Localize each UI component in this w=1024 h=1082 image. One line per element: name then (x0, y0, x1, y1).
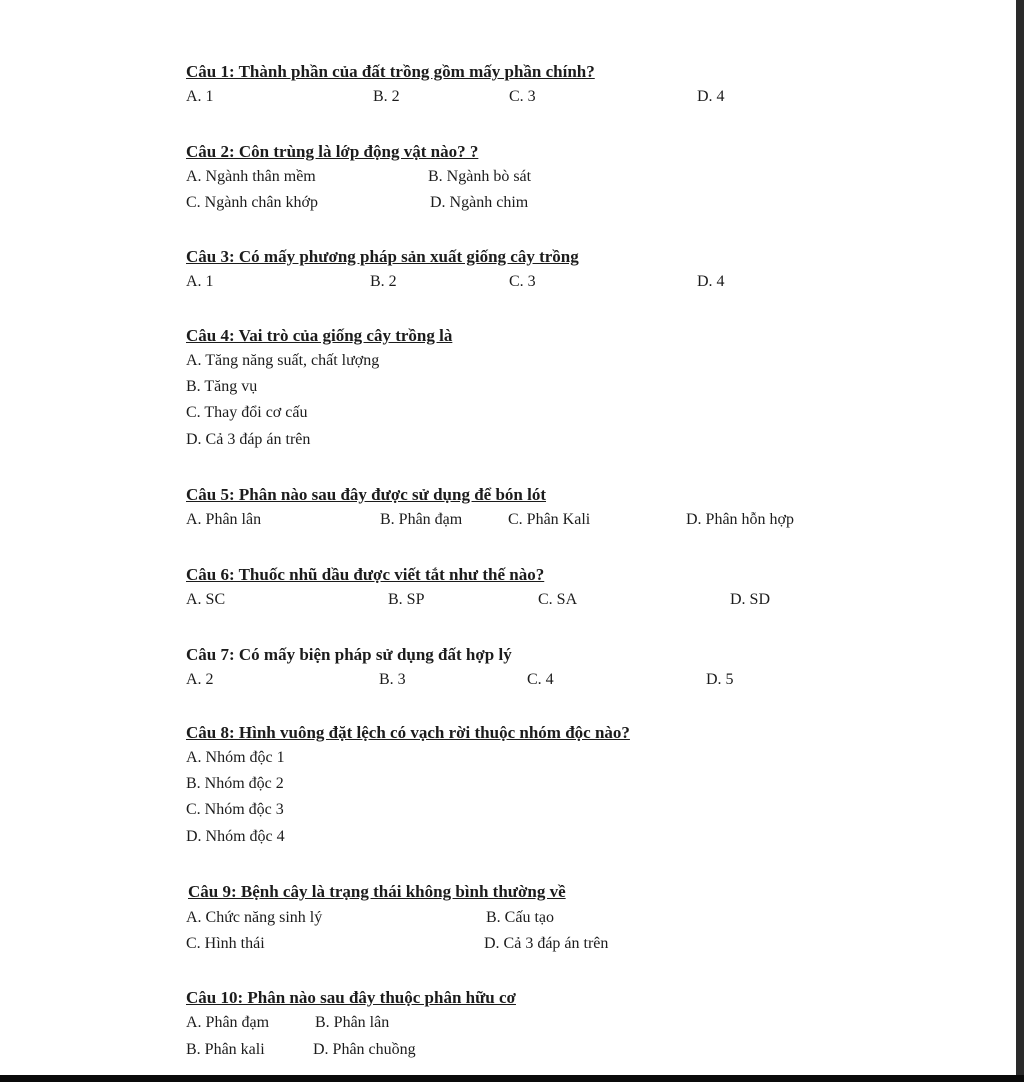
q9-option-d: D. Cả 3 đáp án trên (484, 935, 609, 952)
q5-option-b: B. Phân đạm (380, 511, 463, 528)
q10-option-b: B. Phân lân (315, 1014, 390, 1031)
q6-option-a: A. SC (186, 591, 226, 608)
q8-option-c: C. Nhóm độc 3 (186, 801, 284, 818)
bottom-edge-border (0, 1075, 1024, 1082)
question-2-title: Câu 2: Côn trùng là lớp động vật nào? ? (186, 142, 479, 161)
q8-option-a: A. Nhóm độc 1 (186, 749, 285, 766)
q6-option-d: D. SD (730, 591, 771, 608)
question-9-title: Câu 9: Bệnh cây là trạng thái không bình thường về (188, 882, 566, 901)
q2-option-a: A. Ngành thân mềm (186, 168, 316, 185)
question-6-title: Câu 6: Thuốc nhũ dầu được viết tắt như thế nào? (186, 565, 545, 584)
q9-option-b: B. Cấu tạo (486, 909, 554, 926)
q6-option-b: B. SP (388, 591, 425, 608)
q1-option-c: C. 3 (509, 88, 536, 105)
q7-option-c: C. 4 (527, 671, 554, 688)
question-4-title: Câu 4: Vai trò của giống cây trồng là (186, 326, 453, 345)
q8-option-d: D. Nhóm độc 4 (186, 828, 285, 845)
q3-option-c: C. 3 (509, 273, 536, 290)
question-3-title: Câu 3: Có mấy phương pháp sản xuất giống cây trồng (186, 247, 579, 266)
q5-option-a: A. Phân lân (186, 511, 262, 528)
q10-option-a: A. Phân đạm (186, 1014, 270, 1031)
question-1-title: Câu 1: Thành phần của đất trồng gồm mấy phần chính? (186, 62, 595, 81)
q4-option-d: D. Cả 3 đáp án trên (186, 431, 311, 448)
q2-option-d: D. Ngành chim (430, 194, 529, 211)
q1-option-d: D. 4 (697, 88, 725, 105)
q2-option-c: C. Ngành chân khớp (186, 194, 318, 211)
q2-option-b: B. Ngành bò sát (428, 168, 532, 185)
q7-option-b: B. 3 (379, 671, 406, 688)
q3-option-b: B. 2 (370, 273, 397, 290)
question-8-title: Câu 8: Hình vuông đặt lệch có vạch rời thuộc nhóm độc nào? (186, 723, 630, 742)
q5-option-d: D. Phân hỗn hợp (686, 511, 795, 528)
q4-option-b: B. Tăng vụ (186, 378, 258, 395)
question-10-title: Câu 10: Phân nào sau đây thuộc phân hữu cơ (186, 988, 516, 1007)
q4-option-c: C. Thay đổi cơ cấu (186, 404, 308, 421)
question-7-title: Câu 7: Có mấy biện pháp sử dụng đất hợp lý (186, 645, 512, 664)
q6-option-c: C. SA (538, 591, 578, 608)
q3-option-a: A. 1 (186, 273, 214, 290)
q3-option-d: D. 4 (697, 273, 725, 290)
q8-option-b: B. Nhóm độc 2 (186, 775, 284, 792)
q7-option-d: D. 5 (706, 671, 734, 688)
question-5-title: Câu 5: Phân nào sau đây được sử dụng để bón lót (186, 485, 547, 504)
q7-option-a: A. 2 (186, 671, 214, 688)
q9-option-c: C. Hình thái (186, 935, 265, 952)
q10-option-c: B. Phân kali (186, 1041, 265, 1058)
q9-option-a: A. Chức năng sinh lý (186, 909, 323, 926)
q4-option-a: A. Tăng năng suất, chất lượng (186, 352, 380, 369)
q1-option-a: A. 1 (186, 88, 214, 105)
q5-option-c: C. Phân Kali (508, 511, 591, 528)
q1-option-b: B. 2 (373, 88, 400, 105)
q10-option-d: D. Phân chuồng (313, 1041, 416, 1058)
right-edge-border (1016, 0, 1024, 1082)
